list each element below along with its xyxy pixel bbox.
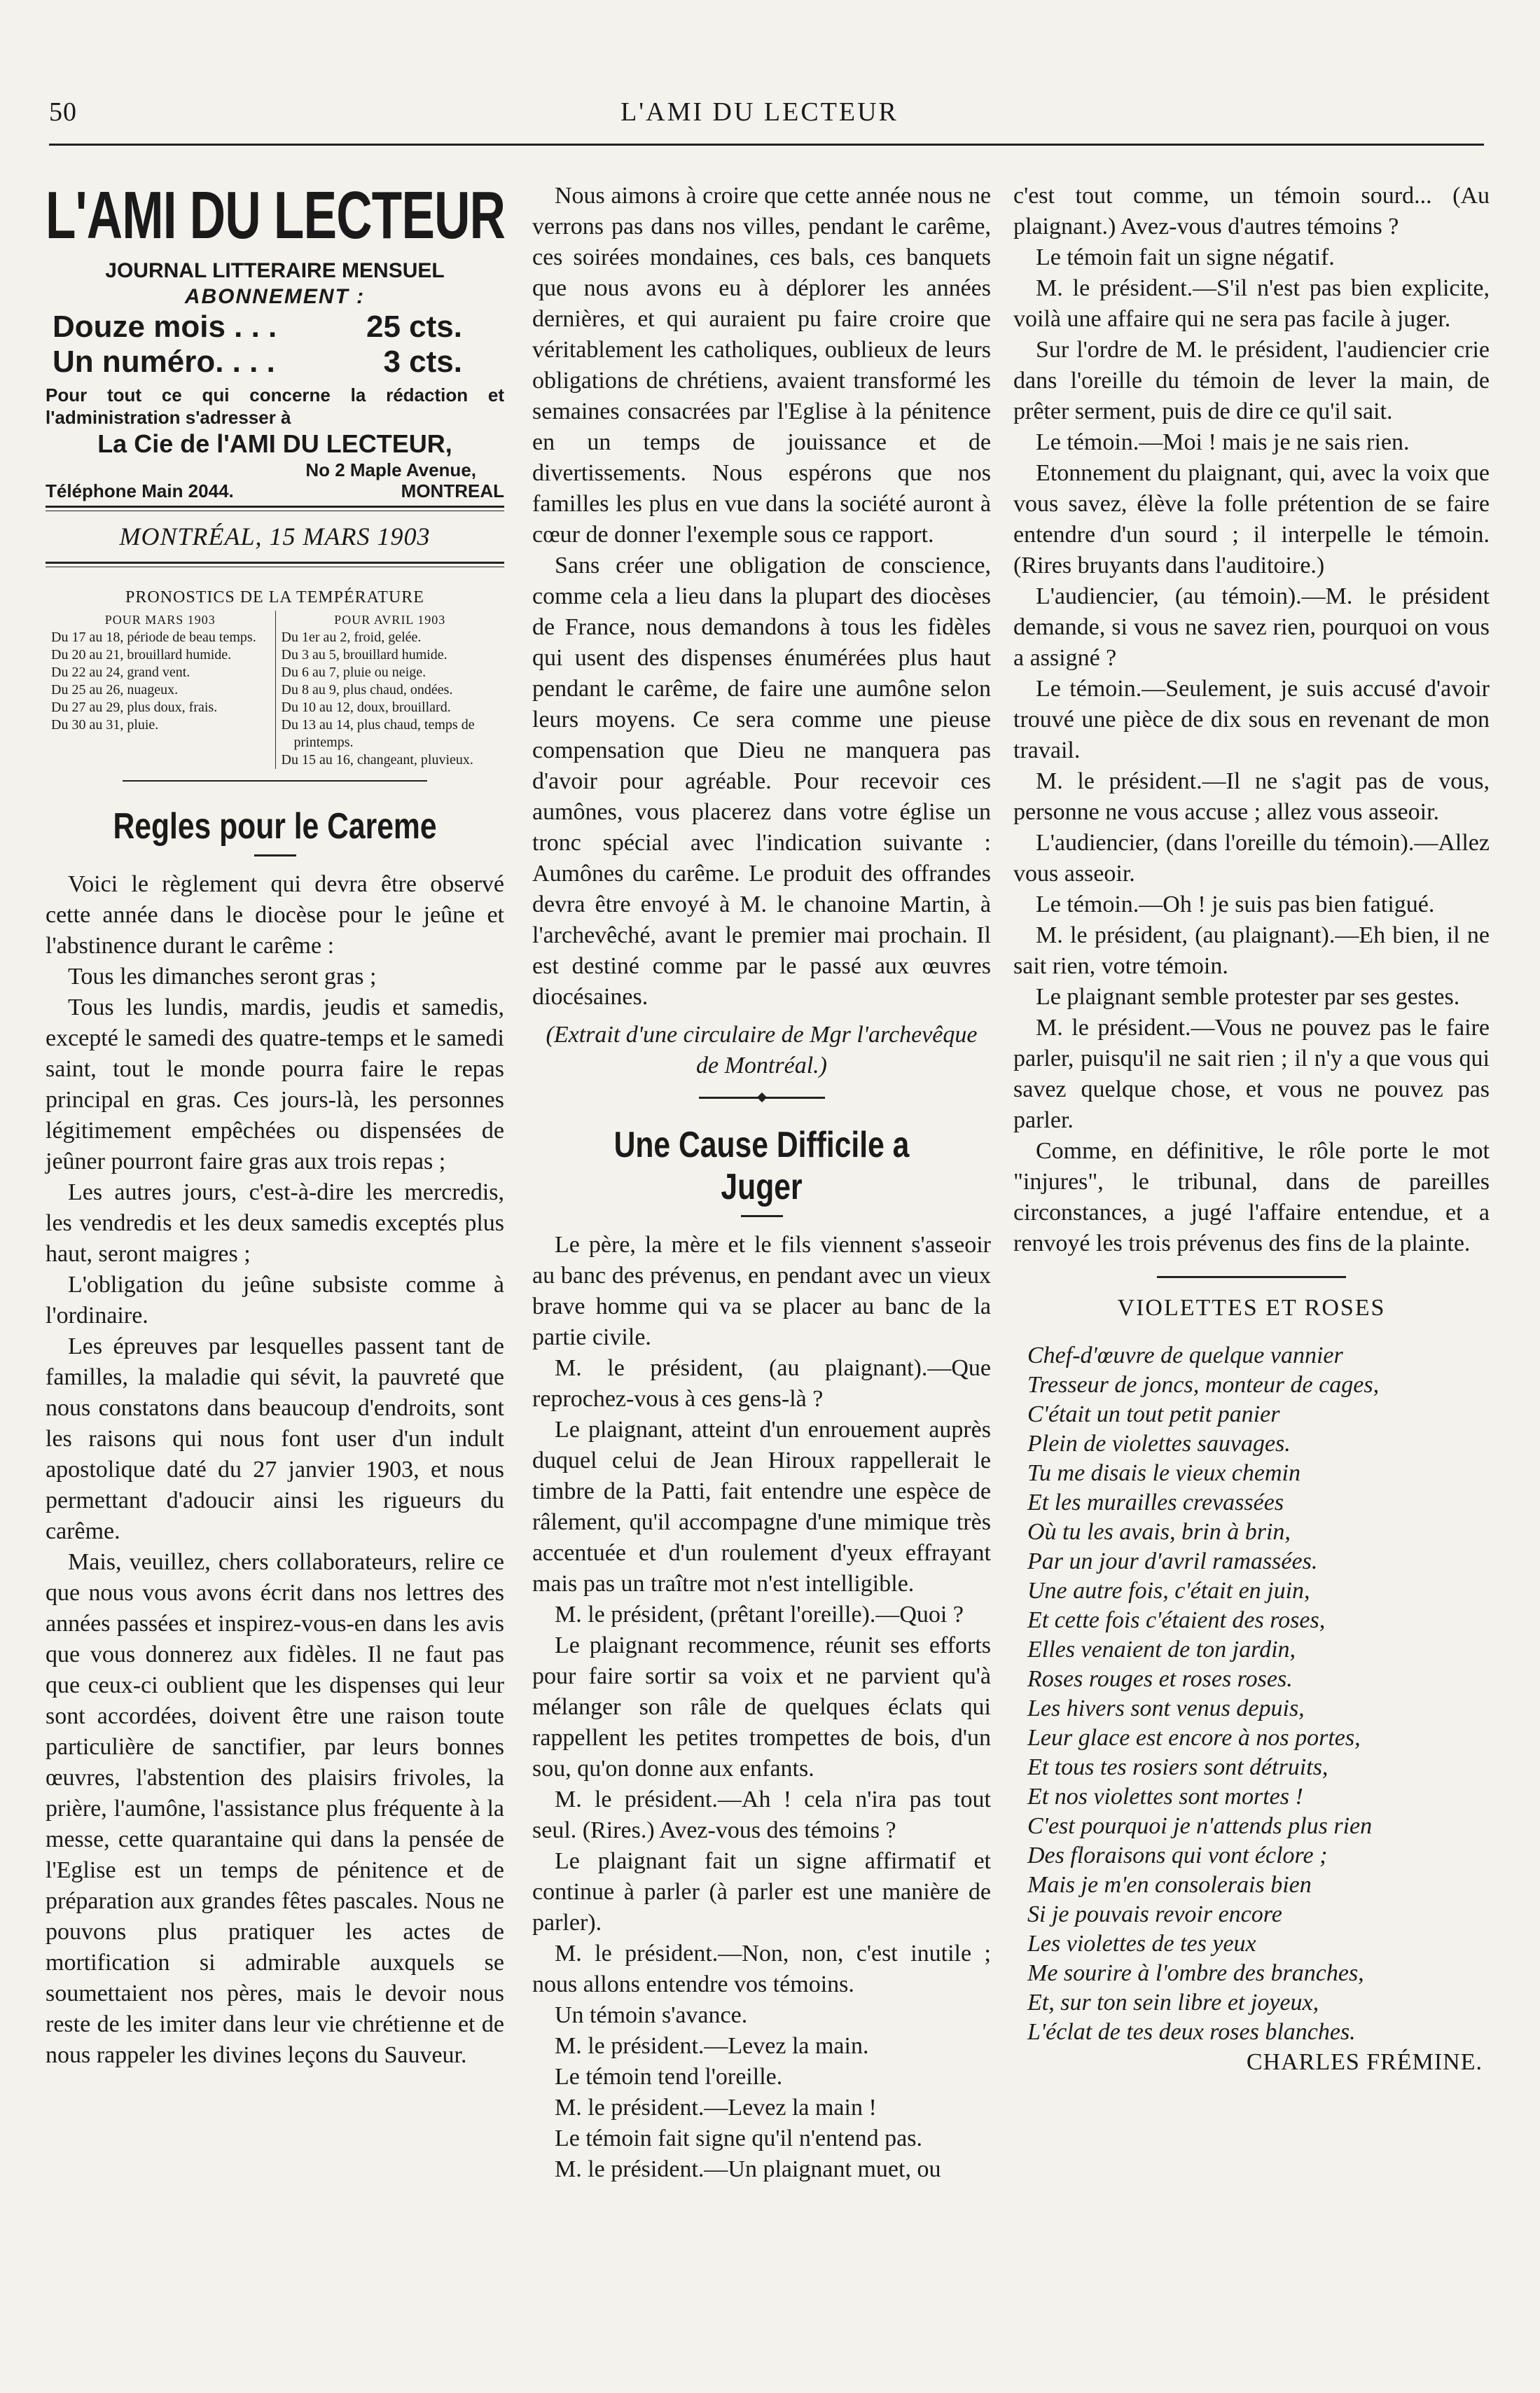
paragraph: Le père, la mère et le fils viennent s'asseoir au banc des prévenus, en pendant avec un vieux brave homme qui va se placer au banc de la partie civile. [532,1232,991,1350]
poem-line: Par un jour d'avril ramassées. [1027,1548,1318,1574]
paragraph: M. le président, (au plaignant).—Que reprochez-vous à ces gens-là ? [532,1355,991,1412]
paragraph: c'est tout comme, un témoin sourd... (Au plaignant.) Avez-vous d'autres témoins ? [1013,183,1490,240]
pronostics-april [275,611,505,769]
pronostics-item: Du 3 au 5, brouillard humide. [281,647,448,663]
masthead-city: MONTREAL [401,480,504,501]
masthead-notice: Pour tout ce qui concerne la rédaction et l'administration s'adresser à [46,384,504,428]
paragraph: M. le président, (au plaignant).—Eh bien, il ne sait rien, votre témoin. [1013,922,1490,979]
pronostics-item: Du 25 au 26, nuageux. [51,682,179,698]
pronostics-march [46,611,275,769]
poem-body [1013,1341,1490,2047]
poem-line: Me sourire à l'ombre des branches, [1027,1960,1364,1986]
paragraph: Le témoin.—Moi ! mais je ne sais rien. [1036,429,1410,455]
pronostics-item: Du 6 au 7, pluie ou neige. [281,665,426,680]
paragraph: Les autres jours, c'est-à-dire les mercredis, les vendredis et les deux samedis exceptés plus haut, seront maigres ; [46,1179,504,1267]
pronostics-rule [123,780,427,782]
pronostics-item: Du 15 au 16, changeant, pluvieux. [281,752,473,768]
paragraph: Mais, veuillez, chers collaborateurs, relire ce que nous vous avons écrit dans nos lettres des années passées et inspirez-vous-en dans les avis que vous donnerez aux fidèles. Il ne faut pas que ceux-ci oublient que les dispenses qui leur sont accordées, doivent être une raison toute particulière de sanctifier, par leurs bonnes œuvres, l'abstention des plaisirs frivoles, la prière, l'aumône, l'assistance plus fréquente à la messe, cette quarantaine qui dans la pensée de l'Eglise est un temps de pénitence et de préparation aux grandes fêtes pascales. Nous ne pouvons plus pratiquer les actes de mortification si admirable auxquels se soumettaient nos pères, mais le devoir nous reste de les imiter dans leur vie chrétienne et de nous rappeler les divines leçons du Sauveur. [46,1549,504,2068]
paragraph: Tous les lundis, mardis, jeudis et samedis, excepté le samedi des quatre-temps et le samedi saint, tout le monde pourra faire le repas principal en gras. Ces jours-là, les personnes légitimement empêchées ou dispensées de jeûner pourront faire gras aux trois repas ; [46,994,504,1174]
price-line-issue [46,345,504,380]
masthead-rule [46,506,504,511]
pronostics-march-head: POUR MARS 1903 [104,613,216,627]
poem-signature: CHARLES FRÉMINE. [1246,2049,1483,2075]
pronostics-title: PRONOSTICS DE LA TEMPÉRATURE [125,588,424,606]
price-label: Douze mois . . . [53,310,277,344]
paragraph: M. le président.—S'il n'est pas bien explicite, voilà une affaire qui ne sera pas facile à juger. [1013,275,1490,332]
paragraph: Le plaignant semble protester par ses gestes. [1036,984,1460,1010]
dateline: MONTRÉAL, 15 MARS 1903 [119,522,431,550]
pronostics-item: Du 10 au 12, doux, brouillard. [281,700,451,715]
price-value: 3 cts. [383,345,462,379]
title-rule [741,1215,783,1217]
pronostics-item: Du 13 au 14, plus chaud, temps de printemps. [281,717,475,750]
pronostics-item: Du 8 au 9, plus chaud, ondées. [281,682,453,698]
poem-line: Et tous tes rosiers sont détruits, [1027,1754,1329,1780]
paragraph: Le plaignant fait un signe affirmatif et continue à parler (à parler est une manière de parler). [532,1848,991,1936]
poem-line: Tresseur de joncs, monteur de cages, [1027,1372,1380,1398]
pronostics-item: Du 20 au 21, brouillard humide. [51,647,232,663]
poem-line: Leur glace est encore à nos portes, [1027,1725,1361,1751]
poem-line: Une autre fois, c'était en juin, [1027,1578,1310,1604]
masthead-company: La Cie de l'AMI DU LECTEUR, [97,429,452,458]
pronostics-item: Du 1er au 2, froid, gelée. [281,630,422,645]
column-2 [532,181,991,2185]
paragraph: Le témoin tend l'oreille. [555,2064,783,2090]
paragraph: M. le président.—Vous ne pouvez pas le faire parler, puisqu'il ne sait rien ; il n'y a que vous qui savez quelque chose, et vous ne pouvez pas parler. [1013,1015,1490,1133]
pronostics-item: Du 22 au 24, grand vent. [51,665,190,680]
paragraph: Le témoin.—Seulement, je suis accusé d'avoir trouvé une pièce de dix sous en revenant de mon travail. [1013,676,1490,763]
poem-line: C'était un tout petit panier [1027,1401,1280,1427]
paragraph: Le témoin fait signe qu'il n'entend pas. [555,2125,922,2151]
paragraph: Le plaignant, atteint d'un enrouement auprès duquel celui de Jean Hiroux rappellerait le timbre de la Patti, fait entendre une espèce de râlement, qu'il accompagne d'une mimique très accentuée et d'un roulement d'yeux effrayant mais pas un traître mot n'est intelligible. [532,1417,991,1597]
poem-line: Les hivers sont venus depuis, [1027,1695,1305,1721]
paragraph: Nous aimons à croire que cette année nous ne verrons pas dans nos villes, pendant le carême, ces soirées mondaines, ces bals, ces banquets que nous avons eu à déplorer les années dernières, et qui auraient pu faire croire que véritablement les catholiques, oublieux de leurs obligations de chrétiens, avaient transformé les semaines consacrées par l'Eglise à la pénitence en un temps de jouissance et de divertissements. Nous espérons que nos familles les plus en vue dans la société auront à cœur de donner l'exemple sous ce rapport. [532,183,991,548]
ornament-rule [699,1097,825,1099]
paragraph: Sans créer une obligation de conscience, comme cela a lieu dans la plupart des diocèses de France, nous demandons à tous les fidèles qui usent des dispenses énumérées plus haut pendant le carême, de faire une aumône selon leurs moyens. Ce sera comme une pieuse compensation que Dieu ne manquera pas d'avoir pour agréable. Pour recevoir ces aumônes, vous placerez dans votre église un tronc spécial avec l'indication suivante : Aumônes du carême. Le produit des offrandes devra être envoyé à M. le chanoine Martin, à l'archevêché, avant le premier mai prochain. Il est destiné comme par le passé aux œuvres diocésaines. [532,553,991,1010]
article-title-careme: Regles pour le Careme [113,806,437,847]
poem-line: C'est pourquoi je n'attends plus rien [1027,1813,1373,1839]
paragraph: Sur l'ordre de M. le président, l'audiencier crie dans l'oreille du témoin de lever la main, de prêter serment, puis de dire ce qu'il sait. [1013,337,1490,424]
poem-line: Les violettes de tes yeux [1027,1931,1256,1957]
pronostics-april-head: POUR AVRIL 1903 [334,613,446,627]
paragraph: M. le président.—Il ne s'agit pas de vous, personne ne vous accuse ; allez vous asseoir. [1013,768,1490,825]
poem-line: Et cette fois c'étaient des roses, [1027,1607,1326,1633]
paragraph: Les épreuves par lesquelles passent tant de familles, la maladie qui sévit, la pauvreté que nous constatons dans beaucoup d'endroits, sont les raisons qui nous font user d'un indult apostolique daté du 27 janvier 1903, et nous permettant d'adoucir ainsi les rigueurs du carême. [46,1333,504,1544]
poem-line: Et les murailles crevassées [1027,1490,1284,1515]
column-1 [46,178,506,2071]
masthead-abonnement: ABONNEMENT : [184,285,366,308]
paragraph: M. le président.—Levez la main. [555,2033,869,2059]
paragraph: M. le président.—Levez la main ! [555,2095,877,2121]
paragraph: Le témoin fait un signe négatif. [1036,244,1335,270]
dateline-rule [46,562,504,567]
header-rule [49,144,1484,146]
price-label: Un numéro. . . . [53,345,275,379]
article-title-cause: Une Cause Difficile a Juger [613,1125,910,1207]
masthead-phone-row [46,480,504,501]
masthead-subtitle: JOURNAL LITTERAIRE MENSUEL [105,259,445,282]
extrait-note: (Extrait d'une circulaire de Mgr l'archevêque de Montréal.) [546,1022,978,1078]
column-3 [1013,181,1490,2078]
pronostics-item: Du 30 au 31, pluie. [51,717,159,733]
pronostics-item: Du 17 au 18, période de beau temps. [51,630,256,645]
pronostics-table [46,611,504,769]
poem-line: Des floraisons qui vont éclore ; [1027,1843,1328,1868]
poem-line: L'éclat de tes deux roses blanches. [1027,2019,1356,2045]
masthead-phone: Téléphone Main 2044. [46,480,234,501]
paragraph: Etonnement du plaignant, qui, avec la voix que vous savez, élève la folle prétention de se faire entendre d'un sourd ; il interpelle le témoin. (Rires bruyants dans l'auditoire.) [1013,460,1490,578]
poem-line: Où tu les avais, brin à brin, [1027,1519,1291,1545]
pronostics-item: Du 27 au 29, plus doux, frais. [51,700,218,715]
paragraph: Le témoin.—Oh ! je suis pas bien fatigué. [1036,892,1435,917]
poem-line: Plein de violettes sauvages. [1027,1431,1291,1457]
poem-line: Et nos violettes sont mortes ! [1027,1784,1303,1810]
masthead-address: No 2 Maple Avenue, [305,459,476,480]
paragraph: Comme, en définitive, le rôle porte le mot "injures", le tribunal, dans de pareilles circonstances, a jugé l'affaire entendue, et a renvoyé les trois prévenus des fins de la plainte. [1013,1138,1490,1256]
poem-line: Mais je m'en consolerais bien [1027,1872,1312,1898]
paragraph: L'obligation du jeûne subsiste comme à l'ordinaire. [46,1272,504,1329]
poem-line: Et, sur ton sein libre et joyeux, [1027,1990,1319,2016]
title-rule [254,854,296,856]
poem-line: Tu me disais le vieux chemin [1027,1460,1300,1486]
poem-line: Si je pouvais revoir encore [1027,1901,1282,1927]
paragraph: M. le président.—Ah ! cela n'ira pas tout seul. (Rires.) Avez-vous des témoins ? [532,1787,991,1843]
price-line-year [46,310,504,345]
poem-title: VIOLETTES ET ROSES [1117,1295,1386,1321]
price-value: 25 cts. [366,310,462,344]
article-careme-body [46,869,504,2071]
paragraph: Un témoin s'avance. [555,2002,748,2028]
running-header [42,90,1477,132]
poem-line: Elles venaient de ton jardin, [1027,1637,1296,1663]
paragraph: M. le président.—Non, non, c'est inutile ; nous allons entendre vos témoins. [532,1941,991,1997]
paragraph: M. le président, (prêtant l'oreille).—Quoi ? [555,1602,964,1628]
paragraph: M. le président.—Un plaignant muet, ou [555,2156,941,2182]
poem-line: Roses rouges et roses roses. [1027,1666,1293,1692]
paragraph: L'audiencier, (dans l'oreille du témoin).—Allez vous asseoir. [1013,830,1490,887]
poem-rule [1157,1276,1346,1278]
running-title: L'AMI DU LECTEUR [620,97,899,127]
page-number: 50 [49,97,77,127]
paragraph: Voici le règlement qui devra être observé cette année dans le diocèse pour le jeûne et l'abstinence durant le carême : [46,871,504,959]
masthead-title: L'AMI DU LECTEUR [46,178,506,253]
paragraph: L'audiencier, (au témoin).—M. le président demande, si vous ne savez rien, pourquoi on vous a assigné ? [1013,583,1490,671]
paragraph: Le plaignant recommence, réunit ses efforts pour faire sortir sa voix et ne parvient qu'à mélanger son râle de quelques éclats qui rappellent les petites trompettes de bois, d'un sou, qu'on donne aux enfants. [532,1632,991,1782]
poem-line: Chef-d'œuvre de quelque vannier [1027,1343,1343,1368]
paragraph: Tous les dimanches seront gras ; [68,964,377,990]
